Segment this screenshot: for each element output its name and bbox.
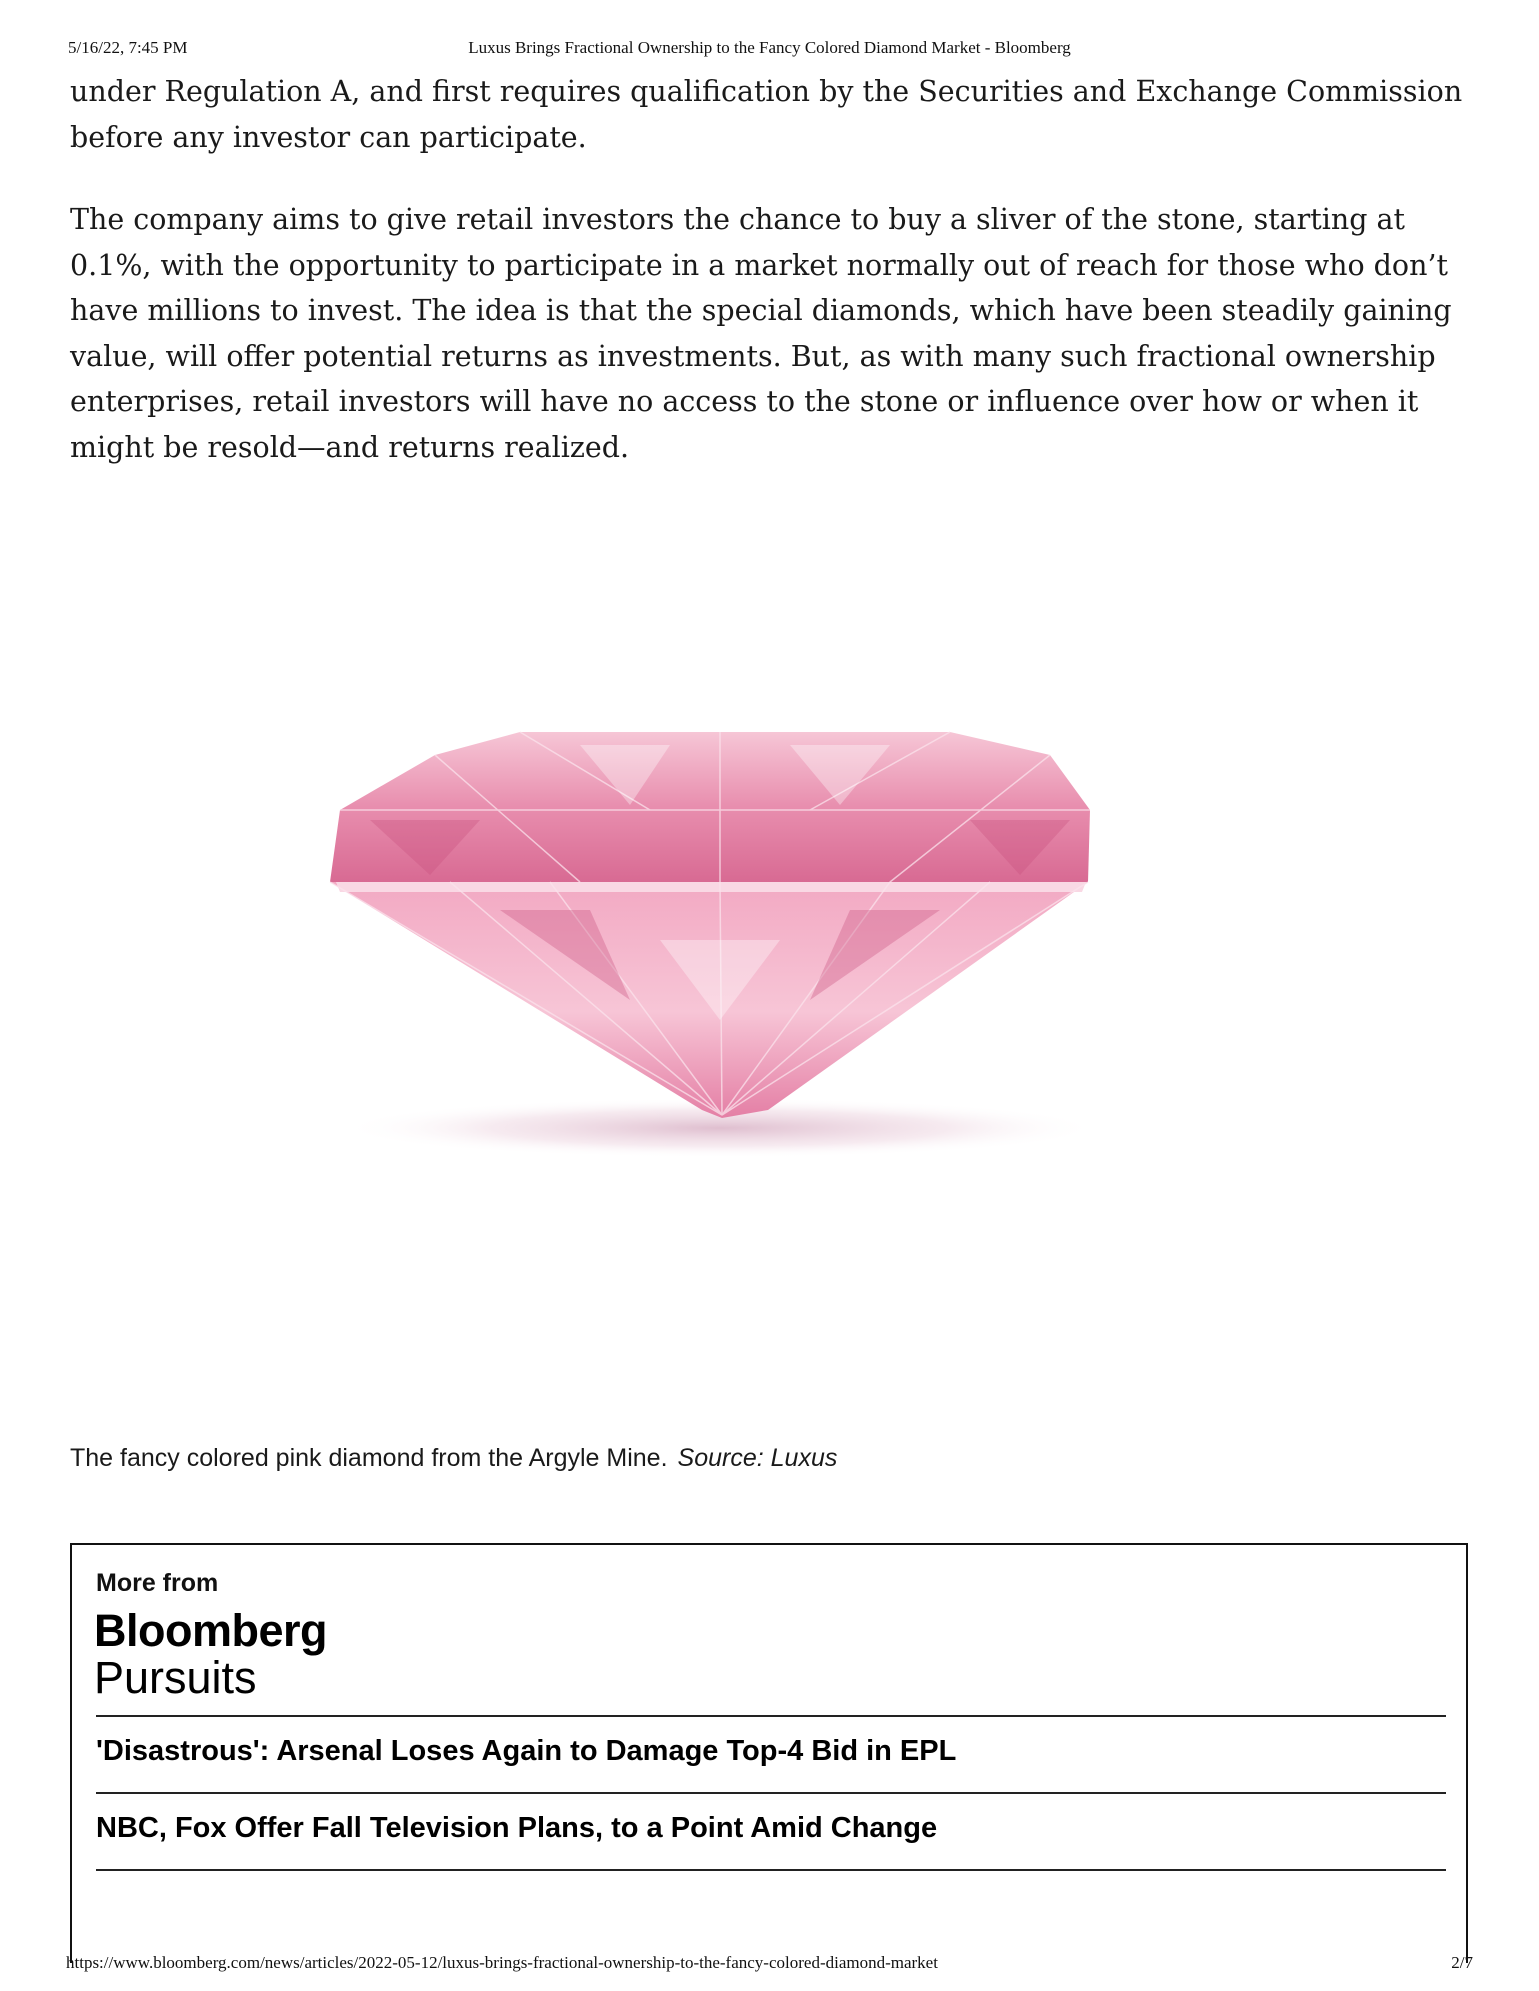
- pink-diamond-image: [250, 700, 1230, 1170]
- article-paragraph: The company aims to give retail investors the chance to buy a sliver of the stone, starting at 0.1%, with the opportunity to participate in a market normally out of reach for those who don’t have millions to invest. The idea is that the special diamonds, which have been steadily gaining value, will offer potential returns as investments. But, as with many such fractional ownership enterprises, retail investors will have no access to the stone or influence over how or when it might be resold—and returns realized.: [70, 203, 1452, 464]
- bloomberg-logo[interactable]: Bloomberg: [94, 1605, 328, 1656]
- divider: [96, 1715, 1446, 1717]
- divider: [96, 1869, 1446, 1871]
- headline-link[interactable]: NBC, Fox Offer Fall Television Plans, to a Point Amid Change: [96, 1812, 938, 1844]
- figure-caption: [70, 1444, 837, 1473]
- caption-text: The fancy colored pink diamond from the Argyle Mine.: [70, 1444, 668, 1472]
- more-from-pursuits-module: [70, 1543, 1468, 1963]
- print-title: Luxus Brings Fractional Ownership to the Fancy Colored Diamond Market - Bloomberg: [468, 38, 1071, 57]
- print-footer: [0, 1953, 1539, 1977]
- more-from-label: More from: [96, 1569, 219, 1597]
- article-paragraph: under Regulation A, and first requires qualification by the Securities and Exchange Commission before any investor can participate.: [70, 75, 1463, 154]
- print-header: [0, 38, 1539, 62]
- caption-source: Source: Luxus: [677, 1444, 838, 1472]
- page-number: 2/7: [1451, 1953, 1473, 1972]
- print-date: 5/16/22, 7:45 PM: [68, 38, 188, 57]
- headline-link[interactable]: 'Disastrous': Arsenal Loses Again to Damage Top-4 Bid in EPL: [96, 1735, 957, 1767]
- divider: [96, 1792, 1446, 1794]
- pursuits-label[interactable]: Pursuits: [94, 1652, 257, 1703]
- print-url: https://www.bloomberg.com/news/articles/2022-05-12/luxus-brings-fractional-ownership-to-the-fancy-colored-diamond-market: [66, 1953, 938, 1972]
